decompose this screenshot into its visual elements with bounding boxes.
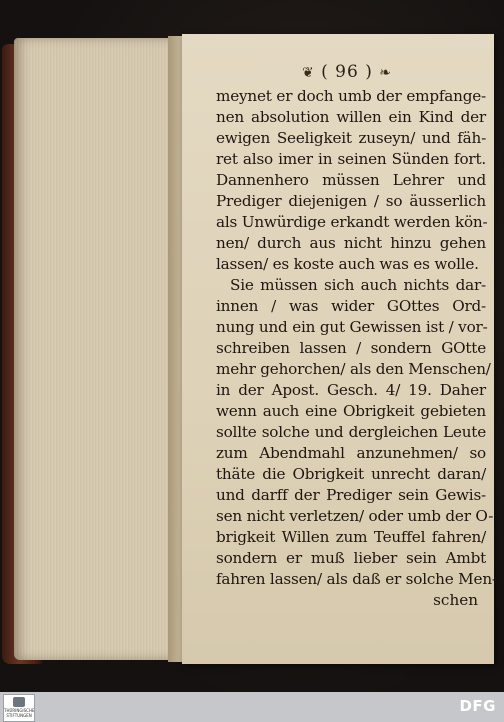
viewer-footer-bar xyxy=(0,692,504,722)
page-number-label: ( 96 ) xyxy=(321,62,373,82)
text-line: nen/ durch aus nicht hinzu gehen xyxy=(216,234,486,252)
text-line: mehr gehorchen/ als den Menschen/ xyxy=(216,360,491,378)
text-line: wenn auch eine Obrigkeit gebieten xyxy=(216,402,486,420)
text-line: sollte solche und dergleichen Leute xyxy=(216,423,486,441)
text-line: zum Abendmahl anzunehmen/ so xyxy=(216,444,486,462)
text-line: ret also imer in seinen Sünden fort. xyxy=(216,150,486,168)
text-line: brigkeit Willen zum Teuffel fahren/ xyxy=(216,528,486,546)
ornament-left-icon: ❦ xyxy=(302,65,315,81)
page-text xyxy=(216,86,497,611)
page-number xyxy=(292,62,402,82)
text-line: sondern er muß lieber sein Ambt xyxy=(216,549,486,567)
text-line: lassen/ es koste auch was es wolle. xyxy=(216,255,479,273)
text-line: und darff der Prediger sein Gewis- xyxy=(216,486,486,504)
text-line: sen nicht verletzen/ oder umb der O- xyxy=(216,507,494,525)
library-logo[interactable] xyxy=(3,694,35,722)
text-line: Prediger diejenigen / so äusserlich xyxy=(216,192,486,210)
text-line: in der Apost. Gesch. 4/ 19. Daher xyxy=(216,381,486,399)
text-line: Sie müssen sich auch nichts dar- xyxy=(230,276,486,294)
text-line: Dannenhero müssen Lehrer und xyxy=(216,171,486,189)
catchword: schen xyxy=(433,591,478,609)
text-line: ewigen Seeligkeit zuseyn/ und fäh- xyxy=(216,129,486,147)
book-page xyxy=(182,34,497,664)
text-line: thäte die Obrigkeit unrecht daran/ xyxy=(216,465,486,483)
ornament-right-icon: ❧ xyxy=(379,65,392,81)
text-line: innen / was wider GOttes Ord- xyxy=(216,297,486,315)
library-logo-icon xyxy=(13,697,25,707)
page-stack-edge xyxy=(14,38,174,660)
dfg-logo[interactable]: DFG xyxy=(459,697,496,715)
text-line: meynet er doch umb der empfange- xyxy=(216,87,486,105)
text-line: nung und ein gut Gewissen ist / vor- xyxy=(216,318,488,336)
text-line: nen absolution willen ein Kind der xyxy=(216,108,486,126)
text-line: schreiben lassen / sondern GOtte xyxy=(216,339,486,357)
library-logo-text: THÜRINGISCHE STIFTUNGEN xyxy=(4,708,35,718)
text-line: als Unwürdige erkandt werden kön- xyxy=(216,213,488,231)
text-line: fahren lassen/ als daß er solche Men- xyxy=(216,570,497,588)
